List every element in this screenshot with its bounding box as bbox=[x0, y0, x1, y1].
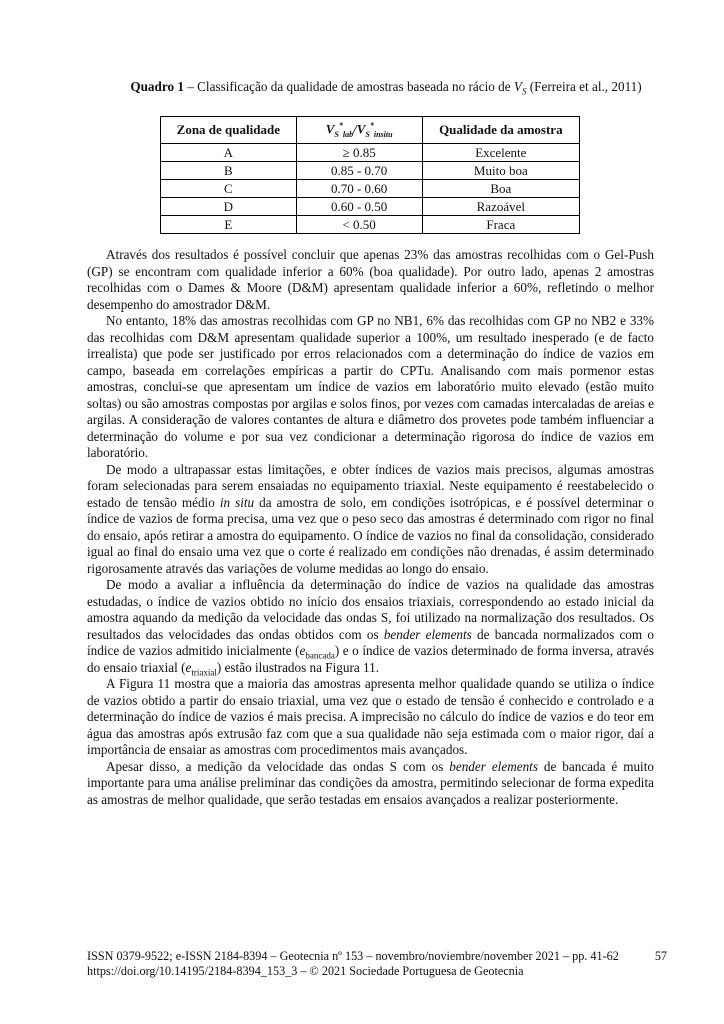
table-caption bbox=[120, 79, 652, 100]
header-ratio: $V_S^*_{lab}/V_S^*_{insitu}$ bbox=[296, 117, 422, 144]
table-header-row bbox=[161, 117, 580, 144]
table-row bbox=[161, 197, 580, 215]
cell-ratio: 0.70 - 0.60 bbox=[296, 179, 422, 197]
table-row bbox=[161, 143, 580, 161]
italic-bender-elements: bender elements bbox=[383, 626, 472, 642]
header-quality: Qualidade da amostra bbox=[422, 117, 579, 144]
quality-table bbox=[160, 116, 580, 234]
cell-ratio: 0.85 - 0.70 bbox=[296, 161, 422, 179]
cell-zone: D bbox=[161, 197, 297, 215]
table-row bbox=[161, 179, 580, 197]
cell-zone: A bbox=[161, 143, 297, 161]
cell-quality: Boa bbox=[422, 179, 579, 197]
paragraph-2: No entanto, 18% das amostras recolhidas com GP no NB1, 6% das recolhidas com GP no NB2 e 33% das recolhidas com D&M apresentam qualidade superior a 100%, um resultado inesperado (e de facto irrealista) que pode ser justificado por erros relacionados com a determinação do índice de vazios em campo, baseada em correlações empíricas a partir do CPTu. Analisando com mais pormenor estas amostras, conclui-se que apresentam um índice de vazios em laboratório muito elevado (estão muito soltas) ou são amostras compostas por argilas e solos finos, por vezes com camadas intercaladas de areias e argilas. A consideração de valores contantes de altura e diâmetro dos provetes pode também influenciar a determinação do volume e por sua vez condicionar a determinação rigorosa do índice de vazios em laboratório. bbox=[87, 313, 654, 460]
table-row bbox=[161, 215, 580, 233]
page-footer bbox=[87, 949, 667, 979]
cell-quality: Fraca bbox=[422, 215, 579, 233]
caption-vs: $V_S$ bbox=[513, 79, 527, 97]
cell-zone: B bbox=[161, 161, 297, 179]
cell-zone: C bbox=[161, 179, 297, 197]
table-row bbox=[161, 161, 580, 179]
paragraph-6: Apesar disso, a medição da velocidade das ondas S com os bender elements de bancada é muito importante para uma análise preliminar das condições da amostra, permitindo selecionar de forma expedita as amostras de melhor qualidade, que serão testadas em ensaios avançados a realizar posteriormente. bbox=[87, 758, 654, 807]
body-text bbox=[87, 247, 654, 808]
cell-zone: E bbox=[161, 215, 297, 233]
paragraph-4: De modo a avaliar a influência da determinação do índice de vazios na qualidade das amostras estudadas, o índice de vazios obtido no início dos ensaios triaxiais, correspondendo ao estado inicial da amostra aquando da medição da velocidade das ondas S, foi utilizado na normalização dos resultados. Os resultados das velocidades das ondas obtidos com os bender elements de bancada normalizados com o índice de vazios admitido inicialmente $(e_{bancada})$ e o índice de vazios determinado de forma inversa, através do ensaio triaxial $(e_{triaxial})$ estão ilustrados na Figura 11. bbox=[87, 577, 655, 678]
paragraph-1: Através dos resultados é possível concluir que apenas 23% das amostras recolhidas com o Gel-Push (GP) se encontram com qualidade inferior a 60% (boa qualidade). Por outro lado, apenas 2 amostras recolhidas com o Dames & Moore (D&M) apresentam qualidade inferior a 60%, refletindo o melhor desempenho do amostrador D&M. bbox=[87, 247, 654, 312]
cell-ratio: < 0.50 bbox=[296, 215, 422, 233]
caption-text: – Classificação da qualidade de amostras baseada no rácio de bbox=[183, 79, 514, 94]
paragraph-3: De modo a ultrapassar estas limitações, e obter índices de vazios mais precisos, algumas amostras foram selecionadas para serem ensaiadas no equipamento triaxial. Neste equipamento é reestabelecido o estado de tensão médio in situ da amostra de solo, em condições isotrópicas, e é possível determinar o índice de vazios de forma precisa, uma vez que o peso seco das amostras é determinado com rigor no final do ensaio, após retirar a amostra do equipamento. O índice de vazios no final da consolidação, considerado igual ao final do ensaio uma vez que o corte é realizado em condições não drenadas, é assim determinado rigorosamente através das variações de volume medidas ao longo do ensaio. bbox=[87, 461, 655, 576]
header-zone: Zona de qualidade bbox=[161, 117, 297, 144]
paragraph-5: A Figura 11 mostra que a maioria das amostras apresenta melhor qualidade quando se utiliza o índice de vazios obtido a partir do ensaio triaxial, uma vez que o estado de tensão é conhecido e controlado e a determinação do índice de vazios é mais precisa. A imprecisão no cálculo do índice de vazios e do teor em água das amostras após extrusão faz com que a sua qualidade não seja estimada com o maior rigor, daí a importância de ensaiar as amostras com procedimentos mais avançados. bbox=[87, 676, 654, 757]
caption-reference: (Ferreira et al., 2011) bbox=[526, 79, 642, 94]
page-number: 57 bbox=[654, 949, 667, 963]
cell-quality: Excelente bbox=[422, 143, 579, 161]
cell-quality: Razoável bbox=[422, 197, 579, 215]
cell-quality: Muito boa bbox=[422, 161, 579, 179]
doi-line: https://doi.org/10.14195/2184-8394_153_3 – © 2021 Sociedade Portuguesa de Geotecnia bbox=[87, 964, 524, 978]
journal-info: ISSN 0379-9522; e-ISSN 2184-8394 – Geotecnia nº 153 – novembro/noviembre/november 2021 – pp. 41-62 bbox=[87, 949, 619, 963]
italic-bender-elements: bender elements bbox=[449, 758, 538, 774]
cell-ratio: ≥ 0.85 bbox=[296, 143, 422, 161]
italic-in-situ: in situ bbox=[219, 494, 255, 510]
caption-label: Quadro 1 bbox=[130, 79, 184, 94]
cell-ratio: 0.60 - 0.50 bbox=[296, 197, 422, 215]
